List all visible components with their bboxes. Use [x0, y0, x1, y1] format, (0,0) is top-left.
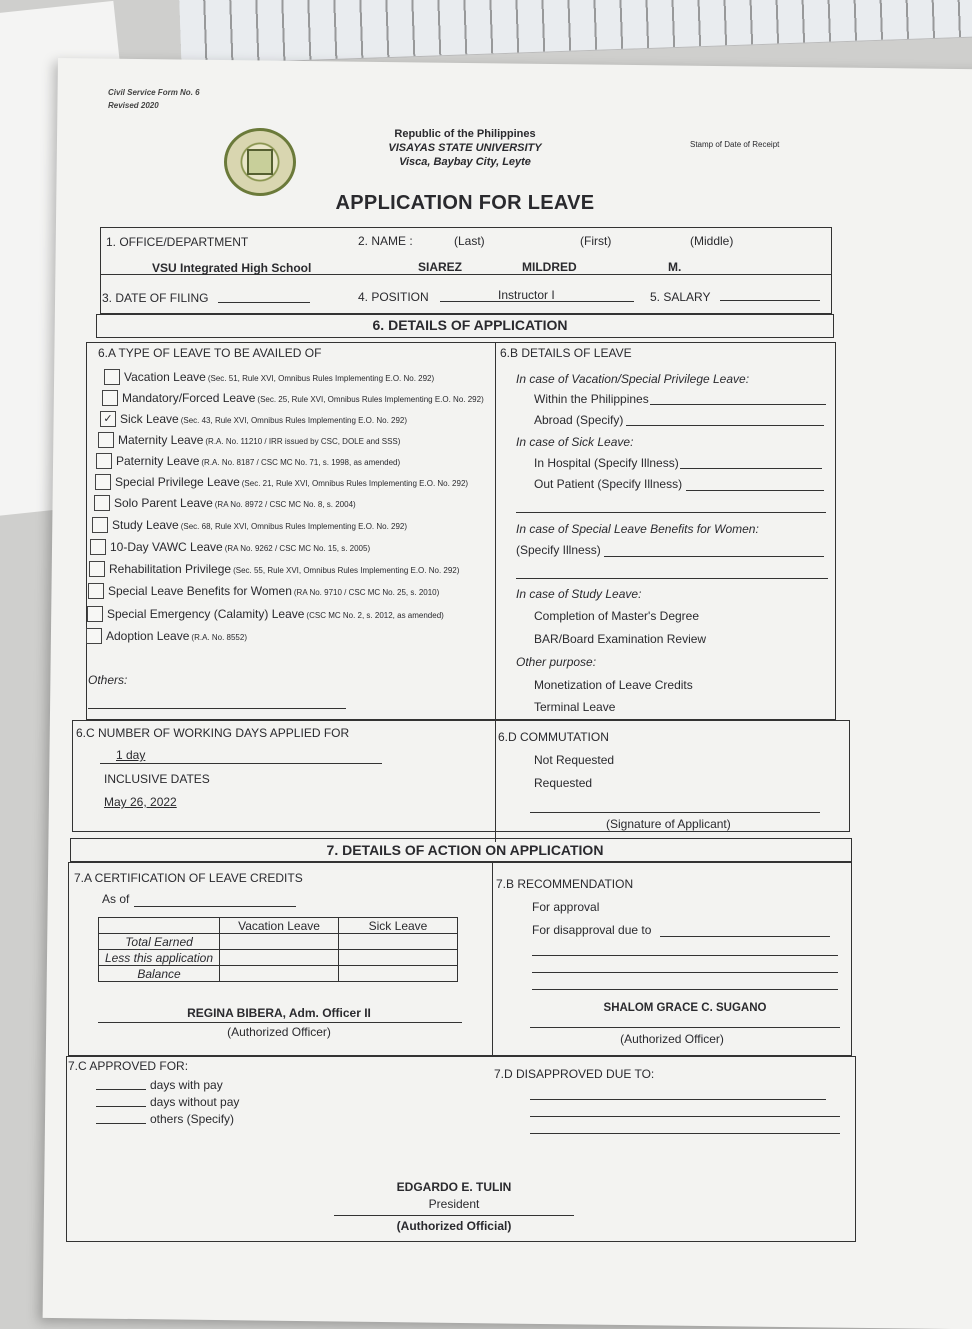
leave-type-name: Study Leave	[112, 518, 179, 532]
leave-type-reference: (Sec. 68, Rule XVI, Omnibus Rules Implementing E.O. No. 292)	[180, 522, 408, 531]
c-with-field[interactable]	[96, 1089, 146, 1090]
stamp-label: Stamp of Date of Receipt	[690, 140, 780, 149]
b-monetization-option[interactable]: Monetization of Leave Credits	[534, 678, 693, 692]
leave-type-item[interactable]	[104, 368, 434, 386]
president-role: (Authorized Official)	[396, 1219, 512, 1233]
b-disapproval-line[interactable]	[532, 972, 838, 973]
header-university: VISAYAS STATE UNIVERSITY	[388, 142, 542, 154]
leave-credits-table	[98, 917, 458, 982]
last-name-label: (Last)	[454, 234, 485, 248]
section7d-title: 7.D DISAPPROVED DUE TO:	[494, 1067, 655, 1081]
leave-type-name: Rehabilitation Privilege	[109, 562, 232, 576]
office-label: 1. OFFICE/DEPARTMENT	[106, 235, 249, 249]
a-officer-line	[98, 1022, 462, 1023]
leave-type-name: Paternity Leave	[116, 454, 200, 468]
office-value[interactable]: VSU Integrated High School	[152, 261, 312, 275]
section6c-title: 6.C NUMBER OF WORKING DAYS APPLIED FOR	[76, 726, 350, 740]
d-reason-line[interactable]	[530, 1099, 826, 1100]
b-officer-name: SHALOM GRACE C. SUGANO	[603, 1002, 767, 1014]
c-with-label: days with pay	[150, 1078, 223, 1092]
first-name-value[interactable]: MILDRED	[522, 260, 577, 274]
leave-type-reference: (R.A. No. 11210 / IRR issued by CSC, DOLE and SSS)	[205, 437, 401, 446]
checkbox[interactable]	[89, 561, 105, 577]
table-cell[interactable]	[339, 934, 458, 950]
table-cell[interactable]	[220, 966, 339, 982]
form-title: APPLICATION FOR LEAVE	[335, 192, 595, 214]
leave-type-reference: (CSC MC No. 2, s. 2012, as amended)	[306, 611, 444, 620]
checkbox[interactable]	[88, 583, 104, 599]
leave-type-reference: (Sec. 55, Rule XVI, Omnibus Rules Implementing E.O. No. 292)	[233, 566, 460, 575]
b-other-heading: Other purpose:	[516, 655, 597, 669]
a-officer-name: REGINA BIBERA, Adm. Officer II	[187, 1006, 371, 1020]
leave-type-reference: (RA No. 8972 / CSC MC No. 8, s. 2004)	[214, 500, 356, 509]
table-cell[interactable]	[220, 934, 339, 950]
header-address: Visca, Baybay City, Leyte	[399, 156, 531, 168]
leave-type-item[interactable]	[95, 473, 468, 491]
section6b-title: 6.B DETAILS OF LEAVE	[500, 346, 632, 360]
leave-type-name: Maternity Leave	[118, 433, 204, 447]
table-header-row	[99, 918, 458, 934]
president-name: EDGARDO E. TULIN	[396, 1180, 512, 1194]
leave-type-name: Vacation Leave	[124, 370, 206, 384]
b-abroad-option[interactable]: Abroad (Specify)	[534, 413, 624, 427]
c-without-label: days without pay	[150, 1095, 240, 1109]
leave-type-name: Sick Leave	[120, 412, 179, 426]
leave-type-item[interactable]	[90, 538, 370, 556]
leave-type-reference: (R.A. No. 8552)	[191, 633, 247, 642]
name-label: 2. NAME :	[358, 234, 413, 248]
form-revised: Revised 2020	[108, 101, 159, 110]
checkbox[interactable]	[87, 606, 103, 622]
section6a-title: 6.A TYPE OF LEAVE TO BE AVAILED OF	[98, 346, 322, 360]
leave-type-name: Special Privilege Leave	[115, 475, 240, 489]
c-days-field[interactable]	[100, 763, 382, 764]
row-label: Total Earned	[99, 934, 220, 950]
leave-type-item[interactable]	[98, 431, 400, 449]
section7a-title: 7.A CERTIFICATION OF LEAVE CREDITS	[74, 871, 303, 885]
president-title: President	[428, 1197, 480, 1211]
form-number: Civil Service Form No. 6	[108, 88, 200, 97]
as-of-field[interactable]	[134, 906, 296, 907]
leave-type-reference: (Sec. 43, Rule XVI, Omnibus Rules Implementing E.O. No. 292)	[180, 416, 408, 425]
checkbox[interactable]	[95, 474, 111, 490]
table-row	[99, 966, 458, 982]
university-seal	[224, 128, 296, 196]
leave-type-item[interactable]	[96, 452, 400, 470]
checkbox[interactable]	[102, 390, 118, 406]
d-requested-option[interactable]: Requested	[534, 776, 593, 790]
b-masters-option[interactable]: Completion of Master's Degree	[534, 609, 700, 623]
c-others-label: others (Specify)	[150, 1112, 235, 1126]
c-date-value[interactable]: May 26, 2022	[104, 795, 177, 809]
d-not-requested-option[interactable]: Not Requested	[534, 753, 615, 767]
middle-name-label: (Middle)	[690, 234, 734, 248]
others-field[interactable]	[88, 708, 346, 709]
b-extra-line[interactable]	[516, 512, 826, 513]
leave-type-reference: (RA No. 9262 / CSC MC No. 15, s. 2005)	[224, 544, 371, 553]
b-outpatient-option[interactable]: Out Patient (Specify Illness)	[534, 477, 683, 491]
b-women-extra-line[interactable]	[516, 578, 828, 579]
leave-type-item[interactable]	[86, 627, 247, 645]
checkbox[interactable]	[104, 369, 120, 385]
leave-type-name: Special Leave Benefits for Women	[108, 584, 292, 598]
checkbox[interactable]	[90, 539, 106, 555]
c-without-field[interactable]	[96, 1106, 146, 1107]
first-name-label: (First)	[580, 234, 612, 248]
leave-type-name: Solo Parent Leave	[114, 496, 213, 510]
b-approval-option[interactable]: For approval	[532, 900, 600, 914]
salary-field[interactable]	[720, 300, 820, 301]
section7b-title: 7.B RECOMMENDATION	[496, 877, 634, 891]
position-label: 4. POSITION	[358, 290, 429, 304]
leave-type-reference: (RA No. 9710 / CSC MC No. 25, s. 2010)	[293, 588, 440, 597]
b-outpatient-field[interactable]	[686, 490, 824, 491]
b-within-option[interactable]: Within the Philippines	[534, 392, 649, 406]
checkbox[interactable]	[92, 517, 108, 533]
b-disapproval-line[interactable]	[532, 989, 838, 990]
date-filing-label: 3. DATE OF FILING	[102, 291, 209, 305]
position-value[interactable]: Instructor I	[498, 288, 555, 302]
b-bar-option[interactable]: BAR/Board Examination Review	[534, 632, 707, 646]
b-disapproval-option[interactable]: For disapproval due to	[532, 923, 652, 937]
checkbox[interactable]	[96, 453, 112, 469]
others-label: Others:	[88, 673, 128, 687]
president-line	[334, 1215, 574, 1216]
table-cell[interactable]	[339, 950, 458, 966]
b-sick-heading: In case of Sick Leave:	[516, 435, 634, 449]
middle-name-value[interactable]: M.	[668, 260, 682, 274]
leave-type-reference: (Sec. 25, Rule XVI, Omnibus Rules Implementing E.O. No. 292)	[257, 395, 484, 404]
header-country: Republic of the Philippines	[394, 128, 536, 140]
leave-type-reference: (Sec. 51, Rule XVI, Omnibus Rules Implementing E.O. No. 292)	[207, 374, 435, 383]
table-row	[99, 934, 458, 950]
leave-type-item[interactable]	[88, 582, 439, 600]
leave-type-name: Mandatory/Forced Leave	[122, 391, 256, 405]
c-others-field[interactable]	[96, 1123, 146, 1124]
d-reason-line[interactable]	[530, 1116, 840, 1117]
leave-type-item[interactable]	[102, 389, 484, 407]
b-officer-line	[530, 1027, 840, 1028]
b-women-specify[interactable]: (Specify Illness)	[516, 543, 601, 557]
b-terminal-option[interactable]: Terminal Leave	[534, 700, 616, 714]
table-header-cell	[99, 918, 220, 934]
leave-type-reference: (Sec. 21, Rule XVI, Omnibus Rules Implementing E.O. No. 292)	[241, 479, 469, 488]
signature-label: (Signature of Applicant)	[606, 817, 731, 831]
b-study-heading: In case of Study Leave:	[516, 587, 642, 601]
row-label: Less this application	[99, 950, 220, 966]
leave-type-item[interactable]	[94, 494, 356, 512]
b-women-heading: In case of Special Leave Benefits for Women:	[516, 522, 759, 536]
as-of-label: As of	[102, 892, 130, 906]
last-name-value[interactable]: SIAREZ	[418, 260, 463, 274]
checkbox[interactable]	[94, 495, 110, 511]
checkbox[interactable]	[98, 432, 114, 448]
b-hospital-field[interactable]	[680, 468, 822, 469]
leave-type-reference: (R.A. No. 8187 / CSC MC No. 71, s. 1998, as amended)	[201, 458, 401, 467]
b-women-field[interactable]	[604, 556, 824, 557]
signature-line[interactable]	[530, 812, 820, 813]
section7-title: 7. DETAILS OF ACTION ON APPLICATION	[326, 842, 604, 858]
table-header-cell: Sick Leave	[339, 918, 458, 934]
table-cell[interactable]	[339, 966, 458, 982]
section7c-title: 7.C APPROVED FOR:	[68, 1059, 189, 1073]
table-row	[99, 950, 458, 966]
leave-type-name: Special Emergency (Calamity) Leave	[107, 607, 305, 621]
section6d-title: 6.D COMMUTATION	[498, 730, 609, 744]
section6-title: 6. DETAILS OF APPLICATION	[372, 317, 568, 333]
b-within-field[interactable]	[650, 404, 826, 405]
row-label: Balance	[99, 966, 220, 982]
b-hospital-option[interactable]: In Hospital (Specify Illness)	[534, 456, 679, 470]
b-disapproval-field[interactable]	[660, 936, 830, 937]
table-cell[interactable]	[220, 950, 339, 966]
b-officer-role: (Authorized Officer)	[620, 1032, 724, 1046]
b-disapproval-line[interactable]	[532, 955, 838, 956]
b-abroad-field[interactable]	[626, 425, 824, 426]
checkbox[interactable]	[86, 628, 102, 644]
leave-type-item[interactable]	[89, 560, 459, 578]
c-days-value[interactable]: 1 day	[116, 748, 146, 762]
leave-type-item[interactable]	[100, 410, 407, 428]
divider	[492, 862, 493, 1056]
table-header-cell: Vacation Leave	[220, 918, 339, 934]
date-filing-field[interactable]	[218, 302, 310, 303]
b-vacation-heading: In case of Vacation/Special Privilege Leave:	[516, 372, 750, 386]
leave-type-name: 10-Day VAWC Leave	[110, 540, 223, 554]
a-officer-role: (Authorized Officer)	[227, 1025, 331, 1039]
c-inclusive-label: INCLUSIVE DATES	[104, 772, 210, 786]
salary-label: 5. SALARY	[650, 290, 711, 304]
leave-type-item[interactable]	[92, 516, 407, 534]
leave-type-item[interactable]	[87, 605, 444, 623]
leave-type-name: Adoption Leave	[106, 629, 190, 643]
d-reason-line[interactable]	[530, 1133, 840, 1134]
checked-checkbox[interactable]: ✓	[100, 411, 116, 427]
